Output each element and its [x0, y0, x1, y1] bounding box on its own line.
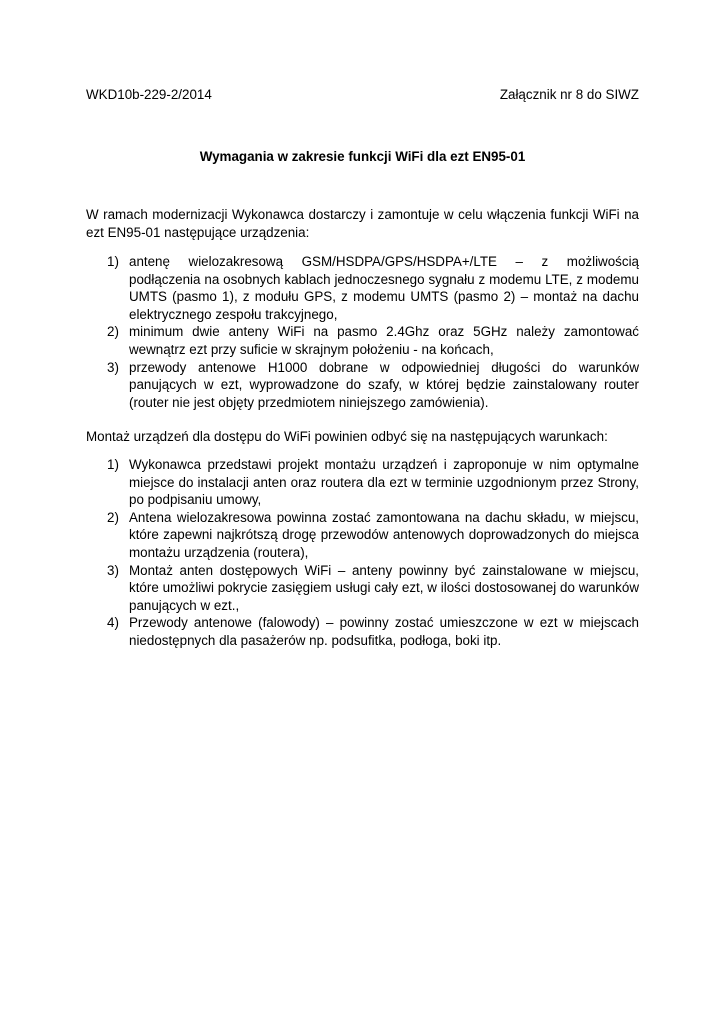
list-item: [86, 509, 639, 562]
list-item: [86, 456, 639, 509]
equipment-list: [86, 253, 639, 411]
list-item-number: 3): [107, 562, 119, 578]
list-item: [86, 562, 639, 615]
intro-paragraph: W ramach modernizacji Wykonawca dostarczy i zamontuje w celu włączenia funkcji WiFi na ezt EN95-01 następujące urządzenia:: [86, 207, 639, 240]
document-header: [86, 86, 639, 104]
list-item-number: 3): [107, 359, 119, 375]
list-item-text: przewody antenowe H1000 dobrane w odpowiedniej długości do warunków panujących w ezt, wyprowadzone do szafy, w której będzie zainstalowany router (router nie jest objęty przedmiotem niniejszego zamówienia).: [129, 359, 639, 410]
list-item-number: 1): [107, 457, 119, 472]
list-item: [86, 323, 639, 358]
list-item-number: 4): [107, 615, 119, 631]
conditions-paragraph: Montaż urządzeń dla dostępu do WiFi powinien odbyć się na następujących warunkach:: [86, 429, 608, 444]
attachment-label: Załącznik nr 8 do SIWZ: [499, 87, 639, 102]
list-item-number: 2): [107, 324, 119, 340]
reference-number: WKD10b-229-2/2014: [86, 87, 212, 102]
list-item-text: Wykonawca przedstawi projekt montażu urządzeń i zaproponuje w nim optymalne miejsce do instalacji anten oraz routera dla ezt w terminie uzgodnionym przez Strony, po podpisaniu umowy,: [129, 457, 639, 508]
list-item-text: Przewody antenowe (falowody) – powinny zostać umieszczone w ezt w miejscach niedostępnych dla pasażerów np. podsufitka, podłoga, boki itp.: [129, 615, 639, 648]
list-item: [86, 253, 639, 323]
list-item-text: antenę wielozakresową GSM/HSDPA/GPS/HSDPA+/LTE – z możliwością podłączenia na osobnych kablach jednoczesnego sygnału z modemu LTE, z modemu UMTS (pasmo 1), z modułu GPS, z modemu UMTS (pasmo 2) – montaż na dachu elektrycznego zespołu trakcyjnego,: [129, 254, 639, 322]
list-item-text: minimum dwie anteny WiFi na pasmo 2.4Ghz oraz 5GHz należy zamontować wewnątrz ezt przy suficie w skrajnym położeniu - na końcach,: [129, 324, 639, 357]
list-item-number: 1): [107, 254, 119, 269]
list-item: [86, 614, 639, 649]
list-item-text: Montaż anten dostępowych WiFi – anteny powinny być zainstalowane w miejscu, które umożliwi pokrycie zasięgiem usługi cały ezt, w ilości dostosowanej do warunków panujących w ezt.,: [129, 562, 639, 613]
document-title: Wymagania w zakresie funkcji WiFi dla ezt EN95-01: [199, 149, 526, 164]
list-item: [86, 359, 639, 412]
conditions-list: [86, 456, 639, 650]
list-item-number: 2): [107, 509, 119, 525]
list-item-text: Antena wielozakresowa powinna zostać zamontowana na dachu składu, w miejscu, które zapewni najkrótszą drogę przewodów antenowych doprowadzonych do miejsca montażu urządzenia (routera),: [129, 509, 639, 560]
